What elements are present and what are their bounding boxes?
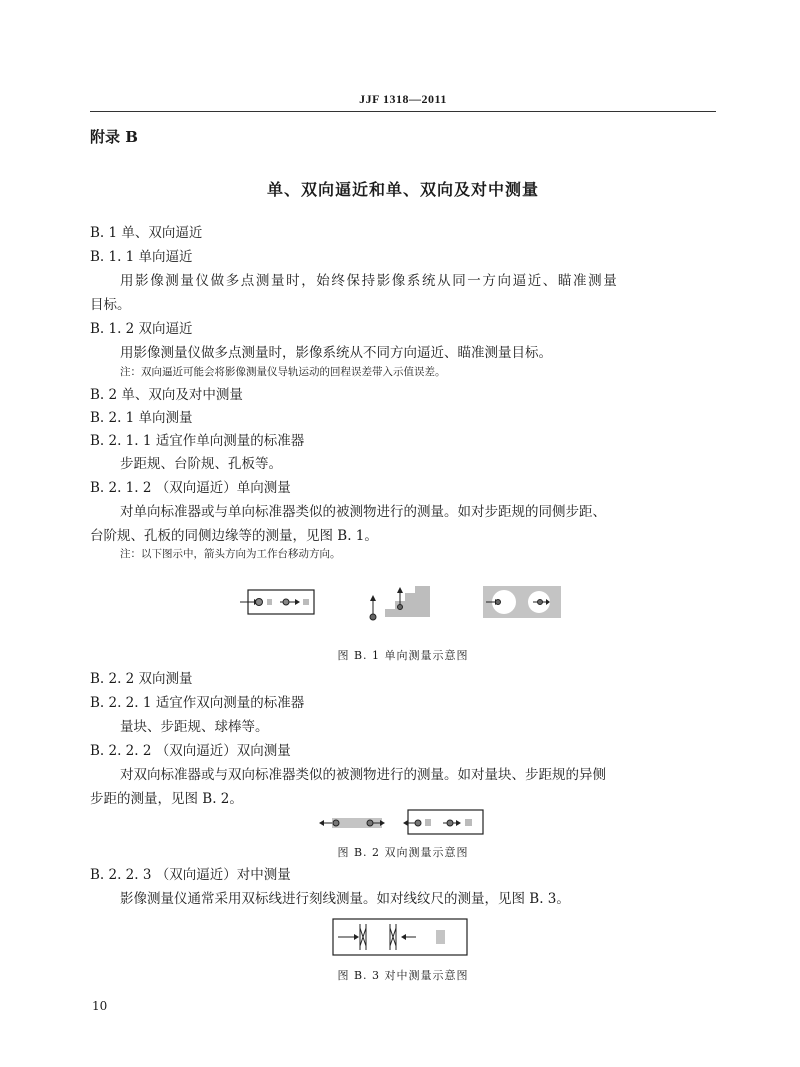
section-title: 单、双向逼近和单、双向及对中测量 [266,180,539,199]
paragraph-b2-2-3: 影像测量仪通常采用双标线进行刻线测量。如对线纹尺的测量，见图 B. 3。 [120,891,570,907]
header-rule [90,111,716,112]
target-mark [256,599,263,606]
paragraph-b1-1-line1: 用影像测量仪做多点测量时，始终保持影像系统从同一方向逼近、瞄准测量 [120,273,619,289]
running-header: JJF 1318—2011 [359,92,447,106]
heading-b1-1: B. 1. 1 单向逼近 [90,249,193,265]
heading-b2-2-1: B. 2. 2. 1 适宜作双向测量的标准器 [90,695,305,711]
figure-b3-caption: 图 B. 3 对中测量示意图 [337,969,469,982]
heading-b2-1-2: B. 2. 1. 2 （双向逼近）单向测量 [90,480,291,496]
scale-mark [436,930,445,944]
heading-b2-1-1: B. 2. 1. 1 适宜作单向测量的标准器 [90,433,305,449]
heading-b2-2-3: B. 2. 2. 3 （双向逼近）对中测量 [90,867,291,883]
paragraph-b2-1-2-line1: 对单向标准器或与单向标准器类似的被测物进行的测量。如对步距规的同侧步距、 [120,504,606,520]
figure-b2 [318,808,488,838]
note-1: 注：双向逼近可能会将影像测量仪导轨运动的回程误差带入示值误差。 [120,366,446,378]
heading-b1: B. 1 单、双向逼近 [90,225,203,241]
heading-b2: B. 2 单、双向及对中测量 [90,387,243,403]
heading-b2-2: B. 2. 2 双向测量 [90,671,193,687]
paragraph-b2-2-1: 量块、步距规、球棒等。 [120,719,269,735]
paragraph-b2-1-2-line2: 台阶规、孔板的同侧边缘等的测量，见图 B. 1。 [90,528,378,544]
paragraph-b2-2-2-line2: 步距的测量，见图 B. 2。 [90,791,243,807]
paragraph-b2-2-2-line1: 对双向标准器或与双向标准器类似的被测物进行的测量。如对量块、步距规的异侧 [120,767,606,783]
paragraph-b2-1-1: 步距规、台阶规、孔板等。 [120,456,282,472]
figure-b1-caption: 图 B. 1 单向测量示意图 [337,649,469,662]
figure-b1 [240,583,570,623]
paragraph-b1-2: 用影像测量仪做多点测量时，影像系统从不同方向逼近、瞄准测量目标。 [120,345,552,361]
heading-b2-1: B. 2. 1 单向测量 [90,410,193,426]
step-gauge-stairs [385,586,430,617]
paragraph-b1-1-line2: 目标。 [90,297,131,313]
heading-b1-2: B. 1. 2 双向逼近 [90,321,193,337]
figure-b3 [330,916,470,960]
heading-b2-2-2: B. 2. 2. 2 （双向逼近）双向测量 [90,743,291,759]
note-2: 注：以下图示中，箭头方向为工作台移动方向。 [120,548,341,560]
appendix-label: 附录 B [90,128,138,146]
page-number: 10 [92,999,108,1013]
figure-b2-caption: 图 B. 2 双向测量示意图 [337,846,469,859]
